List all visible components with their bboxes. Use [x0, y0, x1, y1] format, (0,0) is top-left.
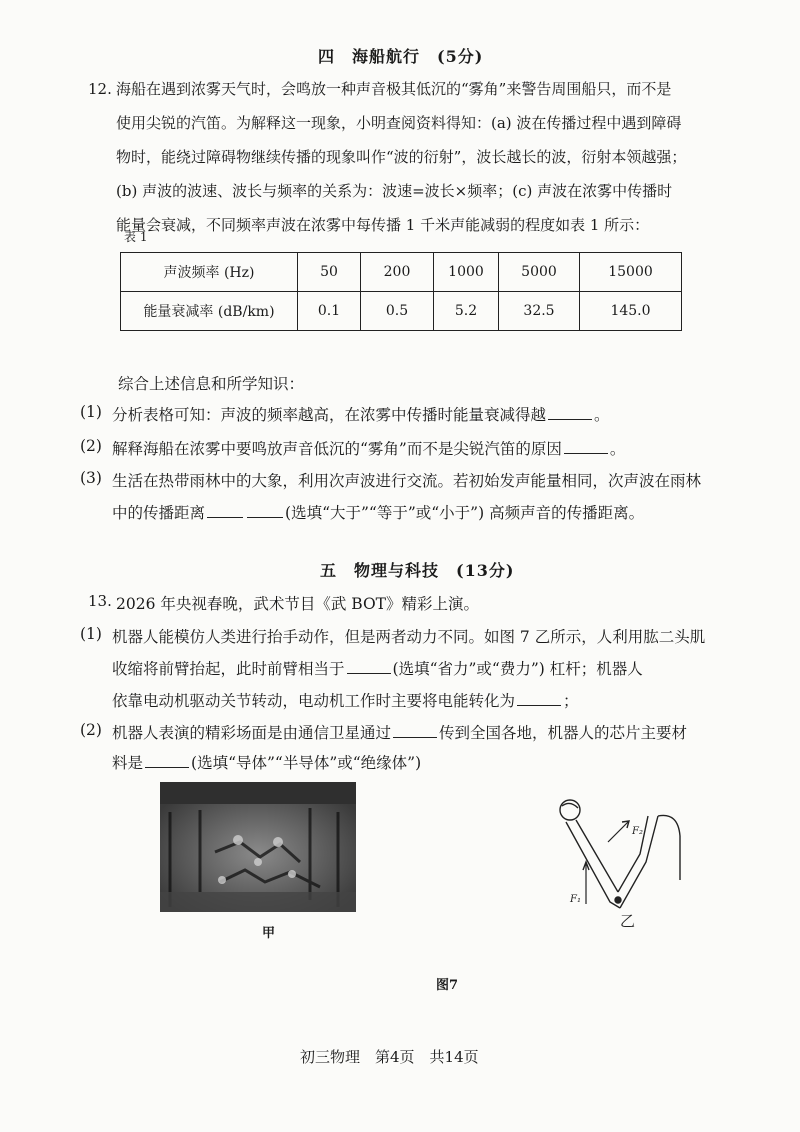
answer-blank[interactable]	[145, 766, 189, 768]
table-cell: 32.5	[499, 292, 580, 331]
subq-3-line-2	[112, 501, 644, 523]
table-cell: 0.1	[298, 292, 361, 331]
force-label-f2: F₂	[632, 826, 643, 837]
subq-2	[112, 437, 625, 459]
answer-blank[interactable]	[548, 418, 592, 420]
q13-sub1-line-3	[112, 689, 579, 711]
arm-lever-diagram	[548, 792, 698, 932]
subq-text: (选填“大于”“等于”或“小于”) 高频声音的传播距离。	[285, 504, 645, 522]
table-header-cell: 200	[361, 253, 434, 292]
answer-blank[interactable]	[517, 704, 561, 706]
q13-sub1-line-2	[112, 657, 643, 679]
answer-blank[interactable]	[347, 672, 391, 674]
q12-line-1: 海船在遇到浓雾天气时，会鸣放一种声音极其低沉的“雾角”来警告周围船只，而不是	[116, 80, 672, 98]
table-header-cell: 50	[298, 253, 361, 292]
answer-blank[interactable]	[247, 516, 283, 518]
q12-number: 12.	[88, 80, 112, 98]
table-row	[121, 292, 682, 331]
table-cell: 0.5	[361, 292, 434, 331]
q12-line-3: 物时，能绕过障碍物继续传播的现象叫作“波的衍射”，波长越长的波，衍射本领越强；	[116, 148, 687, 166]
subq-1	[112, 403, 610, 425]
robot-photo	[160, 782, 356, 912]
page-footer: 初三物理 第4页 共14页	[300, 1048, 479, 1066]
q13-sub1-line-1: 机器人能模仿人类进行抬手动作，但是两者动力不同。如图 7 乙所示，人利用肱二头肌	[112, 628, 706, 646]
answer-blank[interactable]	[564, 452, 608, 454]
force-label-f1: F₁	[570, 894, 581, 905]
summary-text: 综合上述信息和所学知识：	[118, 375, 305, 393]
q13-text: 2026 年央视春晚，武术节目《武 BOT》精彩上演。	[116, 595, 480, 613]
subq-number: (1)	[80, 625, 102, 643]
table-cell: 145.0	[580, 292, 682, 331]
table-header-cell: 声波频率 (Hz)	[121, 253, 298, 292]
q12-line-4: (b) 声波的波速、波长与频率的关系为：波速=波长×频率；(c) 声波在浓雾中传播时	[116, 182, 673, 200]
subq-text: 分析表格可知：声波的频率越高，在浓雾中传播时能量衰减得越	[112, 406, 547, 424]
section5-title: 五 物理与科技 (13分)	[320, 561, 515, 580]
subq-3-line-1: 生活在热带雨林中的大象，利用次声波进行交流。若初始发声能量相同，次声波在雨林	[112, 472, 702, 490]
table-label: 表 1	[124, 230, 148, 244]
subq-text: ；	[563, 692, 579, 710]
subq-text: 传到全国各地，机器人的芯片主要材	[439, 724, 688, 742]
subq-text: 中的传播距离	[112, 504, 206, 522]
frequency-attenuation-table	[120, 252, 682, 331]
table-header-cell: 15000	[580, 253, 682, 292]
subq-number: (3)	[80, 469, 102, 487]
table-row	[121, 253, 682, 292]
answer-blank[interactable]	[393, 736, 437, 738]
subq-text: 解释海船在浓雾中要鸣放声音低沉的“雾角”而不是尖锐汽笛的原因	[112, 440, 562, 458]
q12-line-5: 能量会衰减，不同频率声波在浓雾中每传播 1 千米声能减弱的程度如表 1 所示：	[116, 216, 650, 234]
q13-sub2-line-2	[112, 751, 421, 773]
subq-text: (选填“省力”或“费力”) 杠杆；机器人	[392, 660, 643, 678]
figure-label-b: 乙	[620, 912, 636, 930]
table-cell: 能量衰减率 (dB/km)	[121, 292, 298, 331]
figure-caption: 图7	[436, 978, 459, 993]
table-cell: 5.2	[434, 292, 499, 331]
subq-number: (1)	[80, 403, 102, 421]
subq-text: (选填“导体”“半导体”或“绝缘体”)	[191, 754, 422, 772]
subq-text: 。	[609, 440, 626, 458]
subq-text: 收缩将前臂抬起，此时前臂相当于	[112, 660, 345, 678]
figure-label-a: 甲	[262, 926, 276, 941]
q13-sub2-line-1	[112, 721, 687, 743]
subq-text: 。	[594, 406, 610, 424]
section4-title: 四 海船航行 (5分)	[318, 47, 484, 66]
q12-line-2: 使用尖锐的汽笛。为解释这一现象，小明查阅资料得知：(a) 波在传播过程中遇到障碍	[116, 114, 682, 132]
subq-number: (2)	[80, 721, 102, 739]
q13-number: 13.	[88, 592, 112, 610]
subq-text: 依靠电动机驱动关节转动，电动机工作时主要将电能转化为	[112, 692, 516, 710]
answer-blank[interactable]	[207, 516, 243, 518]
subq-number: (2)	[80, 437, 102, 455]
table-header-cell: 1000	[434, 253, 499, 292]
subq-text: 料是	[112, 754, 144, 772]
subq-text: 机器人表演的精彩场面是由通信卫星通过	[112, 724, 392, 742]
table-header-cell: 5000	[499, 253, 580, 292]
